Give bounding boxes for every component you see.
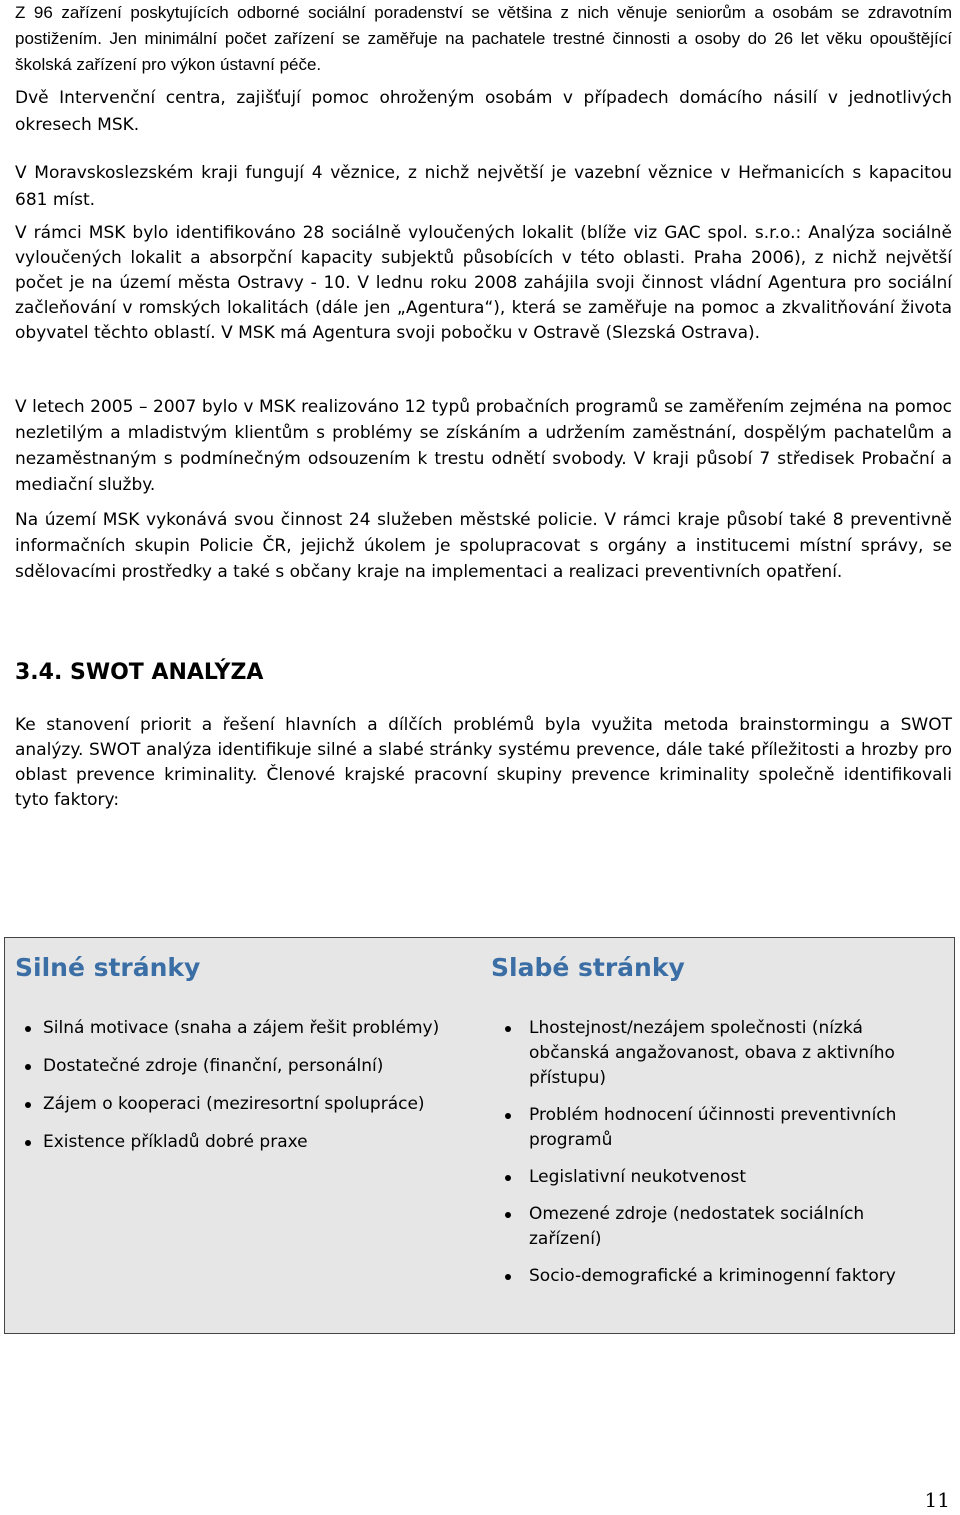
strengths-title: Silné stránky [15,953,201,982]
paragraph-swot-intro: Ke stanovení priorit a řešení hlavních a dílčích problémů byla využita metoda brainstormingu a SWOT analýzy. SWOT analýza identifikuje silné a slabé stránky systému prevence, dále také příležitosti a hrozby pro oblast prevence kriminality. Členové krajské pracovní skupiny prevence kriminality společně identifikovali tyto faktory: [15,715,952,810]
weakness-item: Legislativní neukotvenost [491,1165,931,1190]
weaknesses-title: Slabé stránky [491,953,685,982]
weaknesses-list [491,1016,931,1301]
paragraph-prisons: V Moravskoslezském kraji fungují 4 věznice, z nichž největší je vazební věznice v Heřmanicích s kapacitou 681 míst. [15,163,952,210]
bullet-icon [25,1102,31,1108]
bullet-icon [25,1026,31,1032]
paragraph-social-counselling: Z 96 zařízení poskytujících odborné sociální poradenství se většina z nich věnuje seniorům a osobám se zdravotním postižením. Jen minimální počet zařízení se zaměřuje na pachatele trestné činnosti a osoby do 26 let věku opouštějící školská zařízení pro výkon ústavní péče. [15,3,952,74]
bullet-icon [505,1274,511,1280]
bullet-icon [25,1064,31,1070]
strengths-list [15,1016,439,1168]
paragraph-municipal-police: Na území MSK vykonává svou činnost 24 služeben městské policie. V rámci kraje působí také 8 preventivně informačních skupin Policie ČR, jejichž úkolem je spolupracovat s orgány a institucemi místní správy, se sdělovacími prostředky a také s občany kraje na implementaci a realizaci preventivních opatření. [15,510,952,582]
bullet-icon [505,1212,511,1218]
weakness-item: Lhostejnost/nezájem společnosti (nízká občanská angažovanost, obava z aktivního přístupu) [491,1016,931,1091]
strength-item: Silná motivace (snaha a zájem řešit problémy) [15,1016,439,1041]
bullet-icon [505,1026,511,1032]
paragraph-intervention-centres: Dvě Intervenční centra, zajišťují pomoc ohroženým osobám v případech domácího násilí v jednotlivých okresech MSK. [15,88,952,135]
strength-item: Existence příkladů dobré praxe [15,1130,439,1155]
bullet-icon [505,1113,511,1119]
weakness-item: Socio-demografické a kriminogenní faktory [491,1264,931,1289]
paragraph-excluded-localities: V rámci MSK bylo identifikováno 28 sociálně vyloučených lokalit (blíže viz GAC spol. s.r.o.: Analýza sociálně vyloučených lokalit a absorpční kapacity subjektů působících v této oblasti. Praha 2006), z nichž největší počet je na území města Ostravy - 10. V lednu roku 2008 zahájila svoji činnost vládní Agentura pro sociální začleňování v romských lokalitách (dále jen „Agentura“), která se zaměřuje na pomoc a zkvalitňování života obyvatel těchto oblastí. V MSK má Agentura svoji pobočku v Ostravě (Slezská Ostrava). [15,223,952,343]
bullet-icon [505,1175,511,1181]
strength-item: Dostatečné zdroje (finanční, personální) [15,1054,439,1079]
swot-table [4,937,955,1334]
section-heading: 3.4. SWOT ANALÝZA [15,660,264,685]
page-number: 11 [924,1488,950,1512]
strength-item: Zájem o kooperaci (meziresortní spolupráce) [15,1092,439,1117]
weakness-item: Problém hodnocení účinnosti preventivních programů [491,1103,931,1153]
bullet-icon [25,1140,31,1146]
weakness-item: Omezené zdroje (nedostatek sociálních zařízení) [491,1202,931,1252]
paragraph-probation-programs: V letech 2005 – 2007 bylo v MSK realizováno 12 typů probačních programů se zaměřením zejména na pomoc nezletilým a mladistvým klientům s problémy se získáním a udržením zaměstnání, dospělým pachatelům a nezaměstnaným s podmínečným odsouzením k trestu odnětí svobody. V kraji působí 7 středisek Probační a mediační služby. [15,397,952,495]
